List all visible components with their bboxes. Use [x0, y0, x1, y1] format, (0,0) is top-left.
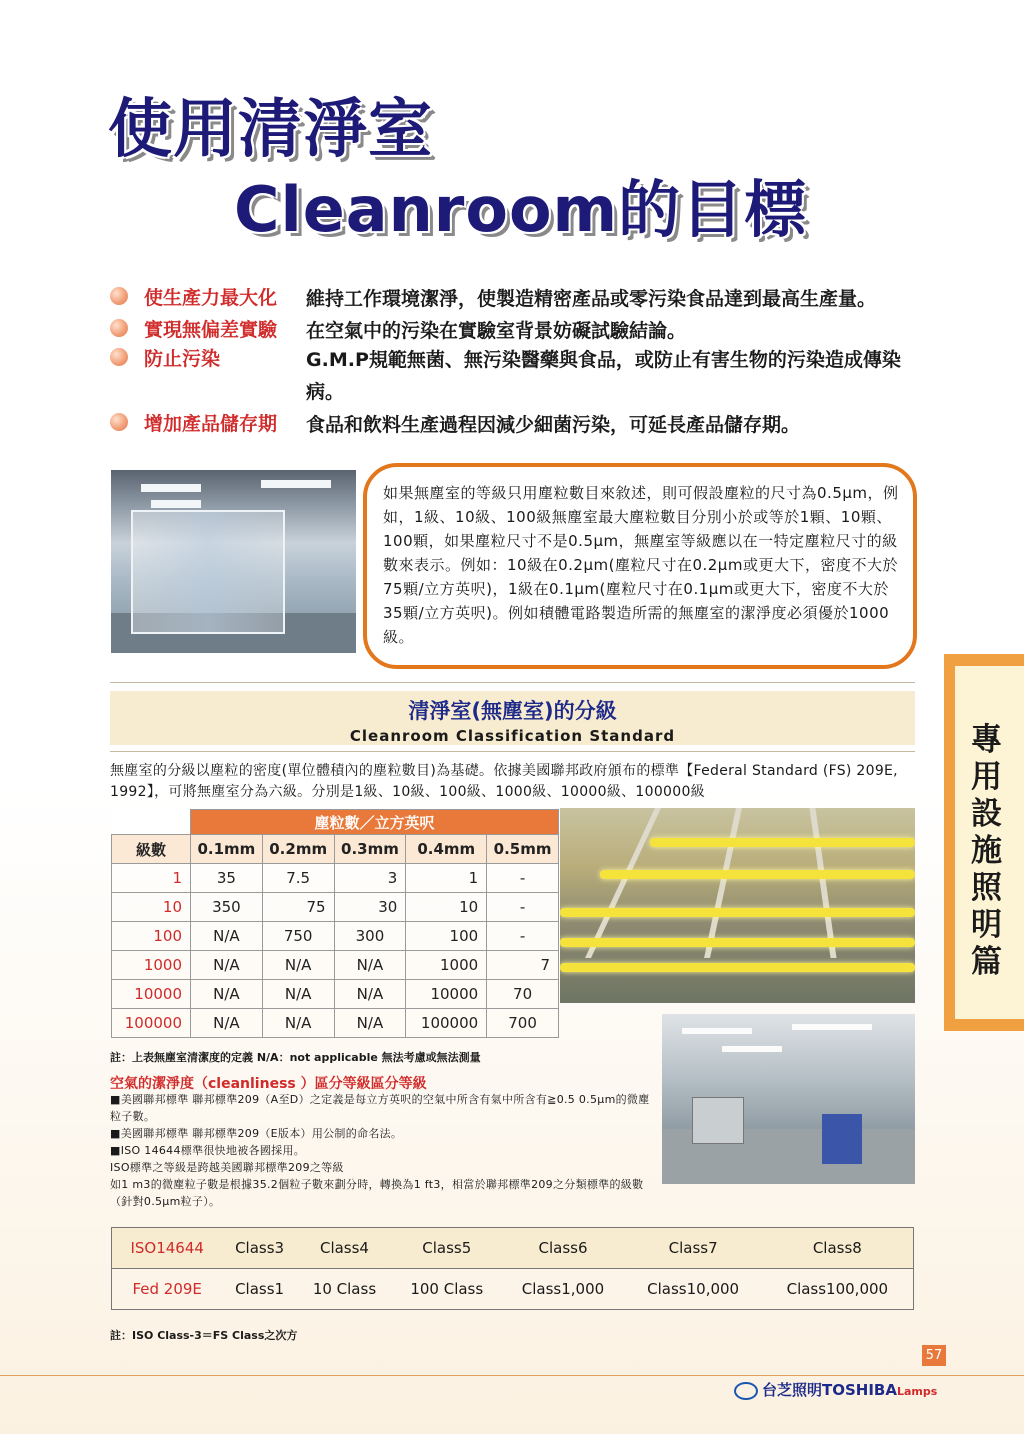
table-cell: 100 Class [392, 1269, 501, 1310]
table-group-header: 塵粒數／立方英呎 [191, 810, 559, 835]
goal-label: 增加產品儲存期 [144, 413, 278, 435]
column-header: 0.3mm [334, 835, 406, 864]
classification-intro: 無塵室的分級以塵粒的密度(單位體積內的塵粒數目)為基礎。依據美國聯邦政府頒布的標準【Federal Standard (FS) 209E, 1992】，可將無塵室分為六級。分別是1級、10級、100級、1000級、10000級、100000級 [110, 763, 898, 800]
goal-label: 實現無偏差實驗 [144, 319, 278, 341]
table-cell: 100 [112, 922, 191, 951]
table-cell: - [487, 893, 559, 922]
classification-header [110, 691, 915, 745]
table-row [112, 980, 559, 1009]
goal-text: 在空氣中的污染在實驗室背景妨礙試驗結論。 [306, 320, 687, 342]
cleanroom-ceiling-photo [560, 808, 915, 1003]
bullet-icon [110, 348, 128, 366]
table-row [112, 922, 559, 951]
particle-table [111, 809, 559, 1038]
table-cell: 750 [262, 922, 334, 951]
table-note: 註：上表無塵室清潔度的定義 N/A：not applicable 無法考慮或無法測量 [110, 1051, 481, 1064]
cleanliness-title: 空氣的潔淨度（cleanliness ）區分等級區分等級 [110, 1076, 427, 1092]
page-title: 使用清淨室 [108, 93, 433, 167]
table-row [112, 893, 559, 922]
cleanroom-photo [111, 470, 356, 653]
page-number: 57 [922, 1345, 946, 1366]
table-row [112, 1009, 559, 1038]
table-cell: N/A [334, 951, 406, 980]
cleanliness-line: ■美國聯邦標準 聯邦標準209（A至D）之定義是每立方英呎的空氣中所含有氣中所含有≧0.5 0.5μm的微塵粒子數。 [110, 1093, 650, 1123]
row-label: ISO14644 [112, 1228, 223, 1269]
table-cell: N/A [191, 980, 263, 1009]
table-cell: Class10,000 [625, 1269, 762, 1310]
table-cell: 100000 [406, 1009, 487, 1038]
table-cell: N/A [191, 951, 263, 980]
table-cell: N/A [262, 1009, 334, 1038]
table-cell: 7 [487, 951, 559, 980]
brand-logo [734, 1379, 937, 1400]
goal-text: 維持工作環境潔淨，使製造精密產品或零污染食品達到最高生產量。 [306, 288, 877, 310]
info-callout-text: 如果無塵室的等級只用塵粒數目來敘述，則可假設塵粒的尺寸為0.5μm，例如，1級、10級、100級無塵室最大塵粒數目分別小於或等於1顆、10顆、100顆，如果塵粒尺寸不是0.5μm，無塵室等級應以在一特定塵粒尺寸的級數來表示。例如：10級在0.2μm(塵粒尺寸在0.2μm或更大下，密度不大於75顆/立方英呎)，1級在0.1μm(塵粒尺寸在0.1μm或更大下，密度不大於35顆/立方英呎)。例如積體電路製造所需的無塵室的潔淨度必須優於1000級。 [383, 484, 899, 646]
table-cell: N/A [262, 980, 334, 1009]
table-cell: 300 [334, 922, 406, 951]
cleanliness-line: 如1 m3的微塵粒子數是根據35.2個粒子數來劃分時，轉換為1 ft3，相當於聯邦標準209之分類標準的級數（針對0.5μm粒子）。 [110, 1178, 644, 1208]
table-cell: 10000 [112, 980, 191, 1009]
table-cell: 10000 [406, 980, 487, 1009]
cleanliness-body [110, 1091, 655, 1210]
table-cell: Class1,000 [501, 1269, 624, 1310]
goal-text: G.M.P規範無菌、無污染醫藥與食品，或防止有害生物的污染造成傳染病。 [306, 349, 901, 403]
cleanliness-line: ■美國聯邦標準 聯邦標準209（E版本）用公制的命名法。 [110, 1127, 403, 1140]
table-cell: Class4 [297, 1228, 392, 1269]
bullet-icon [110, 319, 128, 337]
logo-suffix: Lamps [896, 1385, 938, 1398]
table-cell: 1000 [112, 951, 191, 980]
table-cell: 10 [112, 893, 191, 922]
table-cell: 100 [406, 922, 487, 951]
classification-title: 清淨室(無塵室)的分級 [408, 699, 617, 723]
table-cell: Class1 [222, 1269, 296, 1310]
table-cell: N/A [334, 980, 406, 1009]
column-header: 級數 [112, 835, 191, 864]
row-label: Fed 209E [112, 1269, 223, 1310]
table-cell: Class8 [762, 1228, 914, 1269]
table-row [112, 951, 559, 980]
divider [110, 682, 915, 683]
bullet-icon [110, 413, 128, 431]
table-cell: 10 Class [297, 1269, 392, 1310]
page-subtitle: Cleanroom的目標 [234, 173, 808, 246]
classification-subtitle: Cleanroom Classification Standard [349, 727, 676, 745]
table-cell: 1000 [406, 951, 487, 980]
cleanliness-line: ■ISO 14644標準很快地被各國採用。 [110, 1144, 306, 1157]
laboratory-photo [662, 1014, 915, 1184]
table-cell: N/A [191, 1009, 263, 1038]
table-cell: Class5 [392, 1228, 501, 1269]
logo-text-zh: 台芝照明 [762, 1381, 823, 1399]
bottom-note: 註：ISO Class-3＝FS Class之次方 [110, 1329, 298, 1342]
bullet-icon [110, 287, 128, 305]
toshiba-logo-icon [734, 1382, 758, 1400]
goal-text: 食品和飲料生產過程因減少細菌污染，可延長產品儲存期。 [306, 414, 801, 436]
table-cell: 3 [334, 864, 406, 893]
table-cell: Class6 [501, 1228, 624, 1269]
table-cell: 70 [487, 980, 559, 1009]
info-callout [363, 463, 917, 669]
table-cell: N/A [191, 922, 263, 951]
table-row [112, 1228, 914, 1269]
table-cell: Class3 [222, 1228, 296, 1269]
table-cell: 100000 [112, 1009, 191, 1038]
goal-label: 防止污染 [144, 348, 221, 370]
table-cell: 75 [262, 893, 334, 922]
footer-divider [0, 1375, 1024, 1376]
table-cell: Class100,000 [762, 1269, 914, 1310]
table-cell: 1 [406, 864, 487, 893]
iso-comparison-table [111, 1227, 914, 1310]
table-cell: - [487, 922, 559, 951]
column-header: 0.2mm [262, 835, 334, 864]
table-cell: N/A [262, 951, 334, 980]
table-row [112, 1269, 914, 1310]
table-cell: 350 [191, 893, 263, 922]
goal-label: 使生產力最大化 [144, 287, 278, 309]
table-cell: Class7 [625, 1228, 762, 1269]
table-cell: 7.5 [262, 864, 334, 893]
column-header: 0.4mm [406, 835, 487, 864]
table-cell: 30 [334, 893, 406, 922]
cleanliness-line: ISO標準之等級是跨越美國聯邦標準209之等級 [110, 1161, 344, 1174]
table-cell: 35 [191, 864, 263, 893]
column-header: 0.5mm [487, 835, 559, 864]
section-side-tab [944, 654, 1024, 1031]
table-cell: 700 [487, 1009, 559, 1038]
table-cell: 10 [406, 893, 487, 922]
table-row [112, 864, 559, 893]
column-header: 0.1mm [191, 835, 263, 864]
section-side-tab-label: 專用設施照明篇 [971, 722, 1002, 980]
table-cell: 1 [112, 864, 191, 893]
table-cell: - [487, 864, 559, 893]
divider [110, 751, 915, 752]
table-cell: N/A [334, 1009, 406, 1038]
logo-brand: TOSHIBA [822, 1381, 897, 1399]
